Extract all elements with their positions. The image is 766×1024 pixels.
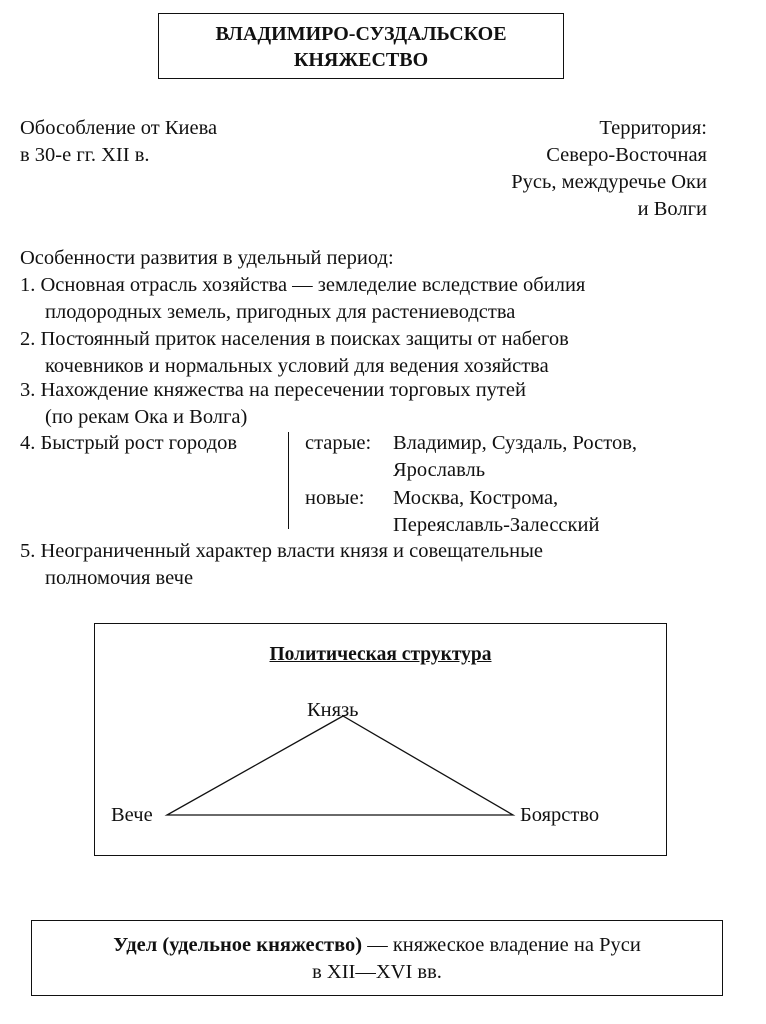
separation-block — [20, 115, 217, 169]
old-cities-line-2: Ярославль — [393, 459, 486, 481]
old-cities-label: старые: — [305, 432, 372, 454]
feature-item-1 — [20, 272, 585, 326]
node-prince: Князь — [307, 699, 359, 721]
separation-line-2: в 30-е гг. XII в. — [20, 144, 150, 166]
old-cities-line-1: Владимир, Суздаль, Ростов, — [393, 432, 638, 454]
political-structure-box — [94, 623, 667, 856]
territory-line-2: Северо-Восточная — [546, 144, 707, 166]
political-structure-title: Политическая структура — [269, 644, 492, 665]
feature-item-2-line-2: кочевников и нормальных условий для ведения хозяйства — [45, 355, 549, 377]
separation-line-1: Обособление от Киева — [20, 117, 218, 139]
new-cities-line-2: Переяславль-Залесский — [393, 514, 600, 536]
title-box — [158, 13, 564, 79]
territory-block — [511, 115, 707, 223]
node-veche: Вече — [111, 804, 153, 826]
feature-item-5-line-1: 5. Неограниченный характер власти князя и совещательные — [20, 540, 543, 562]
feature-item-5 — [20, 538, 543, 592]
feature-item-3-line-1: 3. Нахождение княжества на пересечении торговых путей — [20, 379, 526, 401]
territory-line-1: Территория: — [599, 117, 707, 139]
new-cities-line-1: Москва, Кострома, — [393, 487, 559, 509]
definition-line-1 — [32, 932, 722, 959]
definition-box — [31, 920, 723, 996]
territory-line-3: Русь, междуречье Оки — [511, 171, 707, 193]
cities-divider — [288, 432, 289, 529]
territory-line-4: и Волги — [637, 198, 707, 220]
feature-item-4-label: 4. Быстрый рост городов — [20, 432, 238, 454]
new-cities-label: новые: — [305, 487, 365, 509]
feature-item-1-line-1: 1. Основная отрасль хозяйства — земледелие вследствие обилия — [20, 274, 586, 296]
features-heading: Особенности развития в удельный период: — [20, 247, 394, 269]
definition-term: Удел (удельное княжество) — [113, 934, 363, 956]
definition-text: — княжеское владение на Руси — [362, 934, 641, 956]
node-boyars: Боярство — [520, 804, 600, 826]
feature-item-2-line-1: 2. Постоянный приток населения в поисках защиты от набегов — [20, 328, 569, 350]
feature-item-1-line-2: плодородных земель, пригодных для растениеводства — [45, 301, 516, 323]
title-line-1: ВЛАДИМИРО-СУЗДАЛЬСКОЕ — [215, 23, 507, 45]
title-line-2: КНЯЖЕСТВО — [293, 49, 429, 71]
definition-line-2: в XII—XVI вв. — [312, 961, 442, 983]
feature-item-5-line-2: полномочия вече — [45, 567, 194, 589]
feature-item-2 — [20, 326, 569, 380]
feature-item-3 — [20, 377, 526, 431]
feature-item-3-line-2: (по рекам Ока и Волга) — [45, 406, 248, 428]
